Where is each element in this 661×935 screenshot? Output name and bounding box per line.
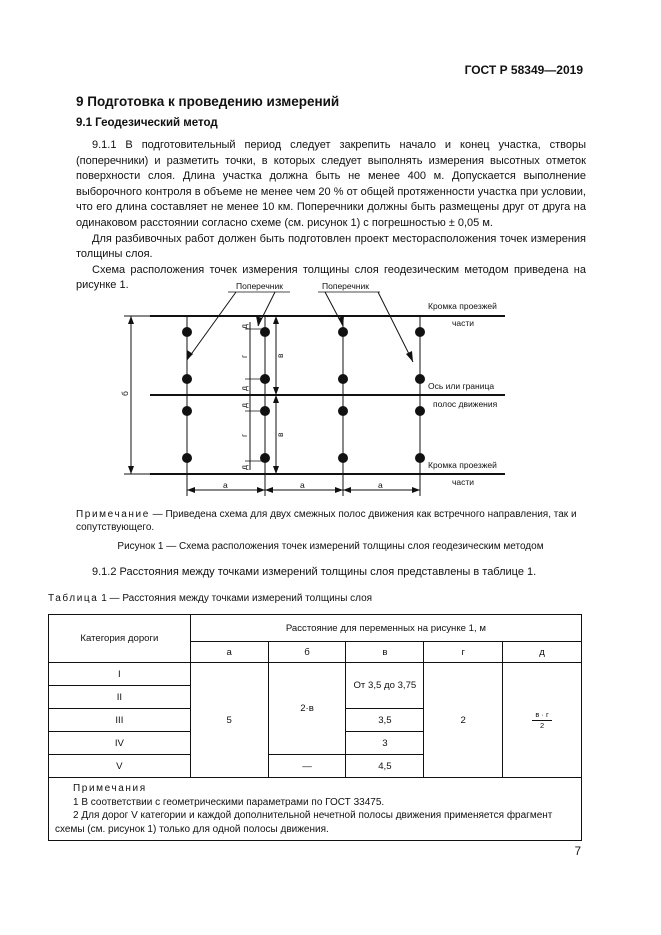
cell-v-range: От 3,5 до 3,75: [346, 663, 424, 709]
figure-note-label: Примечание: [76, 509, 150, 520]
dim-label-d: д: [239, 386, 249, 391]
dim-label-g: г: [239, 433, 249, 437]
distances-table: [48, 614, 582, 841]
paragraph-9-1-2: 9.1.2 Расстояния между точками измерений толщины слоя представлены в таблице 1.: [92, 566, 537, 578]
row-category: II: [49, 686, 191, 709]
row-category: I: [49, 663, 191, 686]
measurement-point: [182, 406, 192, 416]
fraction-denominator: 2: [539, 720, 545, 730]
measurement-point: [415, 453, 425, 463]
table-notes: [49, 778, 582, 841]
header-d: д: [503, 642, 582, 663]
cell-d-formula: [503, 663, 582, 778]
row-category: IV: [49, 732, 191, 755]
header-distance-group: Расстояние для переменных на рисунке 1, м: [190, 615, 581, 642]
table-notes-title: Примечания: [73, 783, 147, 794]
table-note-2: 2 Для дорог V категории и каждой дополнительной нечетной полосы движения применяется фрагмент схемы (см. рисунок 1) только для одной полосы движения.: [55, 810, 553, 835]
measurement-point: [415, 406, 425, 416]
figure-note-text: — Приведена схема для двух смежных полос движения как встречного направления, так и сопутствующего.: [76, 509, 577, 533]
measurement-point: [415, 327, 425, 337]
measurement-point: [260, 374, 270, 384]
dim-label-v: в: [275, 432, 285, 437]
figure-caption: Рисунок 1 — Схема расположения точек измерений толщины слоя геодезическим методом: [117, 541, 544, 552]
leader-line: [187, 292, 236, 360]
paragraph-9-1-2-block: [76, 565, 586, 581]
label-axis-1: Ось или граница: [428, 381, 495, 391]
paragraph-project: Для разбивочных работ должен быть подготовлен проект месторасположения точек измерения толщины слоя.: [76, 232, 586, 261]
row-category: V: [49, 755, 191, 778]
label-cross-section-1: Поперечник: [236, 281, 283, 291]
cell-g-value: 2: [424, 663, 503, 778]
table-note-1: 1 В соответствии с геометрическими параметрами по ГОСТ 33475.: [73, 796, 385, 808]
subsection-title: 9.1 Геодезический метод: [76, 117, 218, 129]
measurement-point: [415, 374, 425, 384]
measurement-point: [338, 406, 348, 416]
section-title: 9 Подготовка к проведению измерений: [76, 94, 340, 109]
measurement-point: [260, 406, 270, 416]
label-edge-top-2: части: [452, 318, 475, 328]
document-code: ГОСТ Р 58349—2019: [464, 63, 583, 77]
cell-v-value: 3: [346, 732, 424, 755]
measurement-point: [182, 327, 192, 337]
dim-label-d: д: [239, 403, 249, 408]
measurement-point: [338, 374, 348, 384]
dim-label-a: а: [300, 480, 305, 490]
dim-label-g: г: [239, 354, 249, 358]
dim-label-v: в: [275, 353, 285, 358]
header-g: г: [424, 642, 503, 663]
header-category: Категория дороги: [49, 615, 191, 663]
cell-b-value-v: —: [268, 755, 346, 778]
label-cross-section-2: Поперечник: [322, 281, 369, 291]
paragraph-scheme-ref: Схема расположения точек измерения толщины слоя геодезическим методом приведена на рисунке 1.: [76, 263, 586, 292]
paragraph-9-1-1: 9.1.1 В подготовительный период следует закрепить начало и конец участка, створы (поперечники) и разметить точки, в которых следует выполнять измерения высотных отметок поверхности слоя. Длина участка должна быть не менее 400 м. Допускается выполнение выборочного контроля в объеме не менее чем 20 % от общей протяженности участка при условии, что его длина составляет не менее 10 км. Поперечники должны быть размещены друг от друга на одинаковом расстоянии согласно схеме (см. рисунок 1) с погрешностью ± 0,05 м.: [76, 139, 586, 229]
measurement-point: [182, 374, 192, 384]
cell-a-value: 5: [190, 663, 268, 778]
label-edge-top-1: Кромка проезжей: [428, 301, 497, 311]
table-caption-text: 1 — Расстояния между точками измерений толщины слоя: [98, 593, 373, 604]
measurement-point: [338, 327, 348, 337]
dim-label-d: д: [239, 324, 249, 329]
measurement-point: [182, 453, 192, 463]
header-v: в: [346, 642, 424, 663]
label-edge-bot-1: Кромка проезжей: [428, 460, 497, 470]
measurement-scheme-figure: [0, 270, 661, 505]
figure-note: [76, 508, 586, 534]
header-a: а: [190, 642, 268, 663]
table-caption-label: Таблица: [48, 593, 99, 604]
measurement-point: [260, 327, 270, 337]
cell-b-value: 2·в: [268, 663, 346, 755]
cell-v-value: 4,5: [346, 755, 424, 778]
measurement-point: [338, 453, 348, 463]
leader-line: [378, 292, 413, 362]
label-edge-bot-2: части: [452, 477, 475, 487]
dim-label-d: д: [239, 465, 249, 470]
fraction-numerator: в · г: [532, 710, 551, 721]
label-axis-2: полос движения: [433, 399, 498, 409]
table-caption: [48, 593, 372, 604]
header-b: б: [268, 642, 346, 663]
row-category: III: [49, 709, 191, 732]
page-number: 7: [574, 846, 581, 858]
measurement-point: [260, 453, 270, 463]
dim-label-b: б: [120, 391, 130, 396]
fraction: [532, 710, 551, 731]
cell-v-value: 3,5: [346, 709, 424, 732]
dim-label-a: а: [223, 480, 228, 490]
dim-label-a: а: [378, 480, 383, 490]
